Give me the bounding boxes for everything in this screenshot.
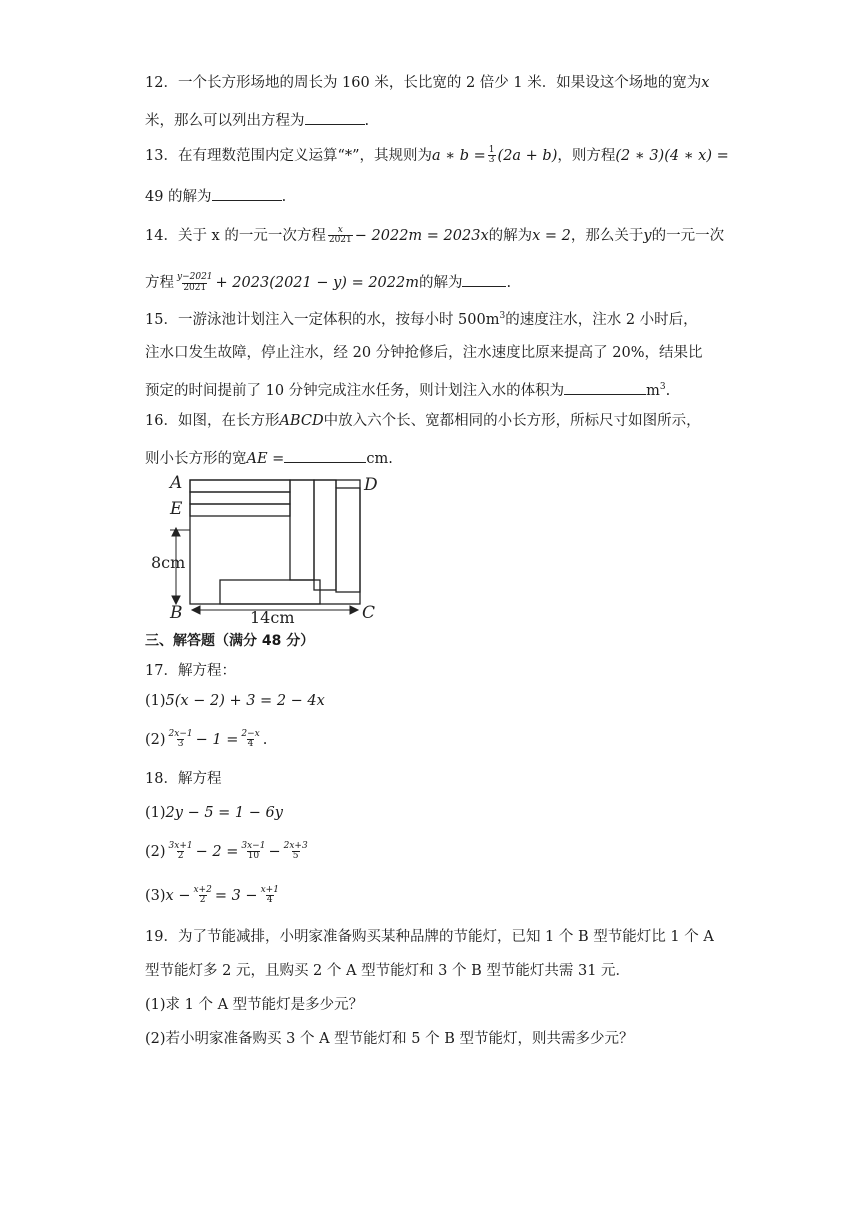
q12-period: .	[364, 113, 370, 129]
q14-var-y: y	[643, 227, 652, 244]
arrow-left-icon	[192, 606, 200, 614]
q14-equation-1: − 2022m = 2023x	[354, 227, 489, 244]
q19-text-2: 型节能灯多 2 元，且购买 2 个 A 型节能灯和 3 个 B 型节能灯共需 31 元．	[145, 963, 631, 979]
q16-line2	[145, 448, 720, 468]
q17-p2-label: (2)	[145, 731, 166, 748]
q18-p2-mid: − 2 =	[195, 843, 239, 860]
small-rect-bottom	[220, 580, 320, 604]
q12-text: 12．一个长方形场地的周长为 160 米，长比宽的 2 倍少 1 米．如果设这个场地的宽为	[145, 75, 702, 91]
q13-line1	[145, 145, 729, 166]
q14-f2-den: 2021	[183, 282, 207, 293]
q14-solution: x = 2	[532, 227, 571, 244]
q13-fraction	[488, 146, 496, 166]
q18-p3-f2-num: x+1	[260, 885, 279, 895]
small-rect-v1	[290, 480, 314, 580]
q15-line1	[145, 312, 720, 329]
q14-f1-den: 2021	[328, 235, 352, 246]
q18-p2-label: (2)	[145, 843, 166, 860]
q18-p1-equation: 2y − 5 = 1 − 6y	[165, 805, 283, 821]
q13-frac-num: 1	[488, 145, 495, 155]
q18-p2-frac2	[240, 842, 266, 862]
q14-text-2: 方程	[145, 275, 174, 291]
q15-text-2: 注水口发生故障，停止注水，经 20 分钟抢修后，注水速度比原来提高了 20%，结果比	[145, 345, 703, 361]
q14-f1-num: x	[337, 225, 343, 235]
q18-p2-frac3	[283, 842, 309, 862]
q14-line2	[145, 272, 720, 293]
q18-title-text: 18．解方程	[145, 771, 222, 787]
section-3-title: 三、解答题（满分 48 分）	[145, 633, 315, 649]
section-3-heading	[145, 634, 720, 649]
q18-p3-frac1	[192, 886, 212, 906]
dim-8cm-label: 8cm	[151, 553, 186, 572]
q17-p1-label: (1)	[145, 693, 166, 709]
q15-text-1a: 15．一游泳池计划注入一定体积的水，按每小时 500m	[145, 311, 500, 328]
q17-p2-f1-num: 2x−1	[168, 729, 193, 739]
q13-line2	[145, 186, 720, 206]
label-a: A	[170, 473, 183, 493]
q15-answer-blank[interactable]	[564, 380, 646, 395]
q14-text-3: 的解为	[418, 275, 463, 291]
q18-p2-minus: −	[268, 843, 281, 860]
q14-answer-blank[interactable]	[462, 272, 506, 287]
q15-line3	[145, 380, 720, 400]
q17-p2-mid: − 1 =	[195, 731, 239, 748]
q19-part2	[145, 1032, 720, 1048]
q15-text-3: 预定的时间提前了 10 分钟完成注水任务，则计划注入水的体积为	[145, 383, 565, 399]
q16-text-2: 则小长方形的宽	[145, 451, 247, 467]
q17-part2	[145, 730, 720, 750]
arrow-up-icon	[172, 528, 180, 536]
small-rect-v2	[314, 480, 336, 590]
q13-rule-lhs: a ∗ b =	[432, 147, 486, 164]
small-rect-h3	[190, 504, 290, 516]
q18-p2-frac1	[168, 842, 194, 862]
q16-period: .	[388, 451, 393, 467]
q14-equation-2: + 2023(2021 − y) = 2022m	[215, 275, 419, 291]
q15-sup: 3	[499, 311, 506, 321]
q16-unit: cm	[366, 451, 389, 467]
q17-part1	[145, 694, 720, 710]
q14-post-text-2: 的一元一次	[651, 227, 725, 244]
q16-ae: AE =	[246, 451, 285, 467]
q19-p2-text: (2)若小明家准备购买 3 个 A 型节能灯和 5 个 B 型节能灯，则共需多少元？	[145, 1031, 634, 1047]
q19-line1	[145, 930, 720, 946]
q16-rect-name: ABCD	[279, 413, 324, 429]
q17-period: .	[262, 731, 268, 748]
outer-rectangle-abcd	[190, 480, 360, 604]
q18-p3-f1-den: 2	[199, 895, 206, 906]
q12-line2	[145, 110, 720, 130]
q18-p3-f1-num: x+2	[193, 885, 212, 895]
label-e: E	[170, 499, 183, 519]
q16-text-1a: 16．如图，在长方形	[145, 413, 280, 429]
label-b: B	[170, 603, 183, 623]
q13-rule-rhs: (2a + b)	[497, 147, 558, 164]
q12-text-2: 米，那么可以列出方程为	[145, 113, 305, 129]
q13-answer-blank[interactable]	[212, 186, 282, 201]
q12-answer-blank[interactable]	[305, 110, 365, 125]
q17-p2-f2-den: 4	[247, 739, 254, 750]
small-rect-v3	[336, 488, 360, 592]
q14-mid-text: 的解为	[488, 227, 533, 244]
q18-p3-frac2	[260, 886, 280, 906]
q18-p1-label: (1)	[145, 805, 166, 821]
small-rect-h2	[190, 492, 290, 504]
q16-answer-blank[interactable]	[284, 448, 366, 463]
q18-p3-pre: x −	[165, 887, 191, 904]
q18-p3-label: (3)	[145, 887, 166, 904]
q15-unit-sup: 3	[659, 382, 666, 393]
rectangle-figure	[148, 468, 388, 628]
q17-p2-frac2	[240, 730, 260, 750]
q19-text-1: 19．为了节能减排，小明家准备购买某种品牌的节能灯，已知 1 个 B 型节能灯比 1 个 A	[145, 929, 714, 945]
q14-fraction-1	[328, 226, 353, 246]
q14-post-text: ，那么关于	[570, 227, 644, 244]
q12-var-x: x	[701, 75, 710, 91]
q18-p2-f3-num: 2x+3	[283, 841, 308, 851]
dim-14cm-label: 14cm	[250, 608, 295, 627]
q13-frac-den: 3	[488, 155, 495, 166]
q17-p2-f1-den: 3	[177, 739, 184, 750]
q17-p2-frac1	[168, 730, 194, 750]
q13-mid-text: ，则方程	[557, 147, 616, 164]
q18-p3-mid: = 3 −	[214, 887, 258, 904]
q16-line1	[145, 414, 720, 430]
q18-p2-f2-num: 3x−1	[241, 841, 266, 851]
q18-part3	[145, 886, 720, 906]
label-c: C	[362, 603, 376, 623]
q18-p2-f1-den: 2	[177, 851, 184, 862]
q14-fraction-2	[176, 273, 214, 293]
q19-line2	[145, 964, 720, 980]
q15-unit: m	[646, 383, 660, 399]
q17-p1-equation: 5(x − 2) + 3 = 2 − 4x	[165, 693, 325, 709]
q18-title	[145, 772, 720, 788]
q14-period: .	[506, 275, 512, 291]
q18-part1	[145, 806, 720, 822]
q18-p3-f2-den: 4	[266, 895, 273, 906]
q17-title	[145, 664, 720, 680]
q16-text-1b: 中放入六个长、宽都相同的小长方形，所标尺寸如图所示，	[323, 413, 701, 429]
q13-text: 13．在有理数范围内定义运算“*”，其规则为	[145, 147, 433, 164]
q18-p2-f3-den: 5	[292, 851, 299, 862]
q13-equation: (2 ∗ 3)(4 ∗ x) =	[615, 147, 729, 164]
q18-p2-f2-den: 10	[247, 851, 260, 862]
q17-title-text: 17．解方程：	[145, 663, 236, 679]
q12-line1	[145, 76, 720, 92]
q15-text-1b: 的速度注水，注水 2 小时后，	[505, 311, 698, 328]
q15-period: .	[665, 383, 671, 399]
small-rect-h1	[190, 480, 290, 492]
q18-part2	[145, 842, 720, 862]
q13-period: .	[281, 189, 287, 205]
label-d: D	[364, 475, 378, 495]
q13-text-2: 49 的解为	[145, 189, 212, 205]
q18-p2-f1-num: 3x+1	[168, 841, 193, 851]
q14-line1	[145, 225, 725, 246]
q17-p2-f2-num: 2−x	[241, 729, 260, 739]
q19-part1	[145, 998, 720, 1014]
q14-text: 14．关于 x 的一元一次方程	[145, 227, 326, 244]
q19-p1-text: (1)求 1 个 A 型节能灯是多少元？	[145, 997, 364, 1013]
arrow-right-icon	[350, 606, 358, 614]
q14-f2-num: y−2021	[177, 272, 213, 283]
q15-line2	[145, 346, 720, 362]
